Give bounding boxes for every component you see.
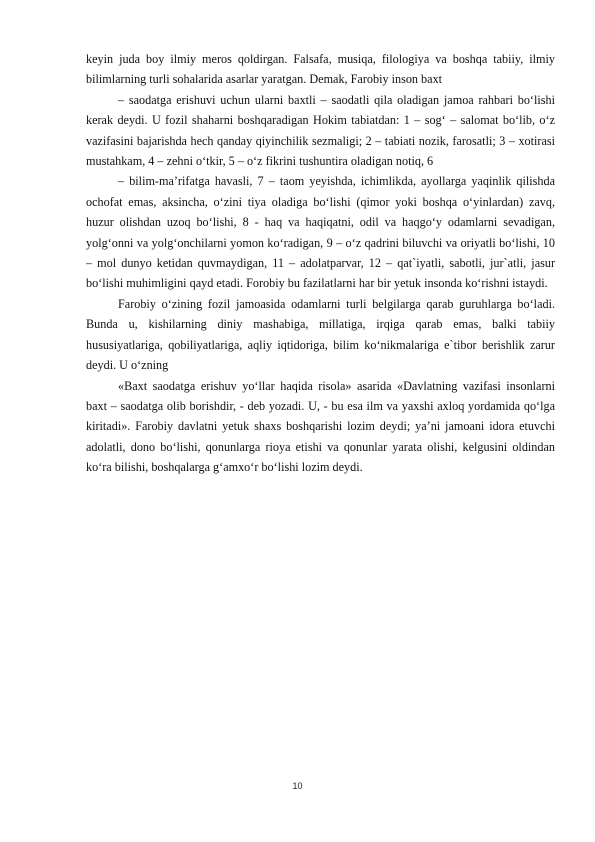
paragraph-3: – bilim-ma’rifatga havasli, 7 – taom yeyishda, ichimlikda, ayollarga yaqinlik qilishda ochofat emas, aksincha, o‘zini tiya oladiga bo‘lishi (qimor yoki boshqa o‘yinlardan) zavq, huzur olishdan uzoq bo‘lishi, 8 - haq va haqiqatni, odil va haqgo‘y odamlarni sevadigan, yolg‘onni va yolg‘onchilarni yomon ko‘radigan, 9 – o‘z qadrini biluvchi va oriyatli bo‘lishi, 10 – mol dunyo ketidan quvmaydigan, 11 – adolatparvar, 12 – qat`iyatli, sabotli, jur`atli, jasur bo‘lishi muhimligini qayd etadi. Forobiy bu fazilatlarni har bir yetuk insonda ko‘rishni istaydi. bbox=[86, 174, 555, 291]
paragraph-5: «Baxt saodatga erishuv yo‘llar haqida risola» asarida «Davlatning vazifasi insonlarni baxt – saodatga olib borishdir, - deb yozadi. U, - bu esa ilm va yaxshi axloq yordamida qo‘lga kiritadi». Farobiy davlatni yetuk shaxs boshqarishi lozim deydi; ya’ni jamoani idora etuvchi adolatli, dono bo‘lishi, qonunlarga rioya etishi va qonunlar yarata olishi, kelgusini oldindan ko‘ra bilishi, boshqalarga g‘amxo‘r bo‘lishi lozim deydi. bbox=[86, 378, 555, 475]
paragraph-2: – saodatga erishuvi uchun ularni baxtli – saodatli qila oladigan jamoa rahbari bo‘lishi kerak deydi. U fozil shaharni boshqaradigan Hokim tabiatdan: 1 – sog‘ – salomat bo‘lib, o‘z vazifasini bajarishda hech qanday qiyinchilik sezmaligi; 2 – tabiati nozik, farosatli; 3 – xotirasi mustahkam, 4 – zehni o‘tkir, 5 – o‘z fikrini tushuntira oladigan notiq, 6 bbox=[86, 92, 555, 169]
page-content bbox=[86, 49, 555, 478]
page-number: 10 bbox=[292, 781, 303, 791]
paragraph-1: keyin juda boy ilmiy meros qoldirgan. Falsafa, musiqa, filologiya va boshqa tabiiy, ilmiy bilimlarning turli sohalarida asarlar yaratgan. Demak, Farobiy inson baxt bbox=[86, 52, 555, 87]
paragraph-4: Farobiy o‘zining fozil jamoasida odamlarni turli belgilarga qarab guruhlarga bo‘ladi. Bunda u, kishilarning diniy mashabiga, millatiga, irqiga qarab emas, balki tabiiy hususiyatlariga, qobiliyatlariga, aqliy iqtidoriga, bilim ko‘nikmalariga e`tibor berishlik zarur deydi. U o‘zning bbox=[86, 296, 555, 373]
